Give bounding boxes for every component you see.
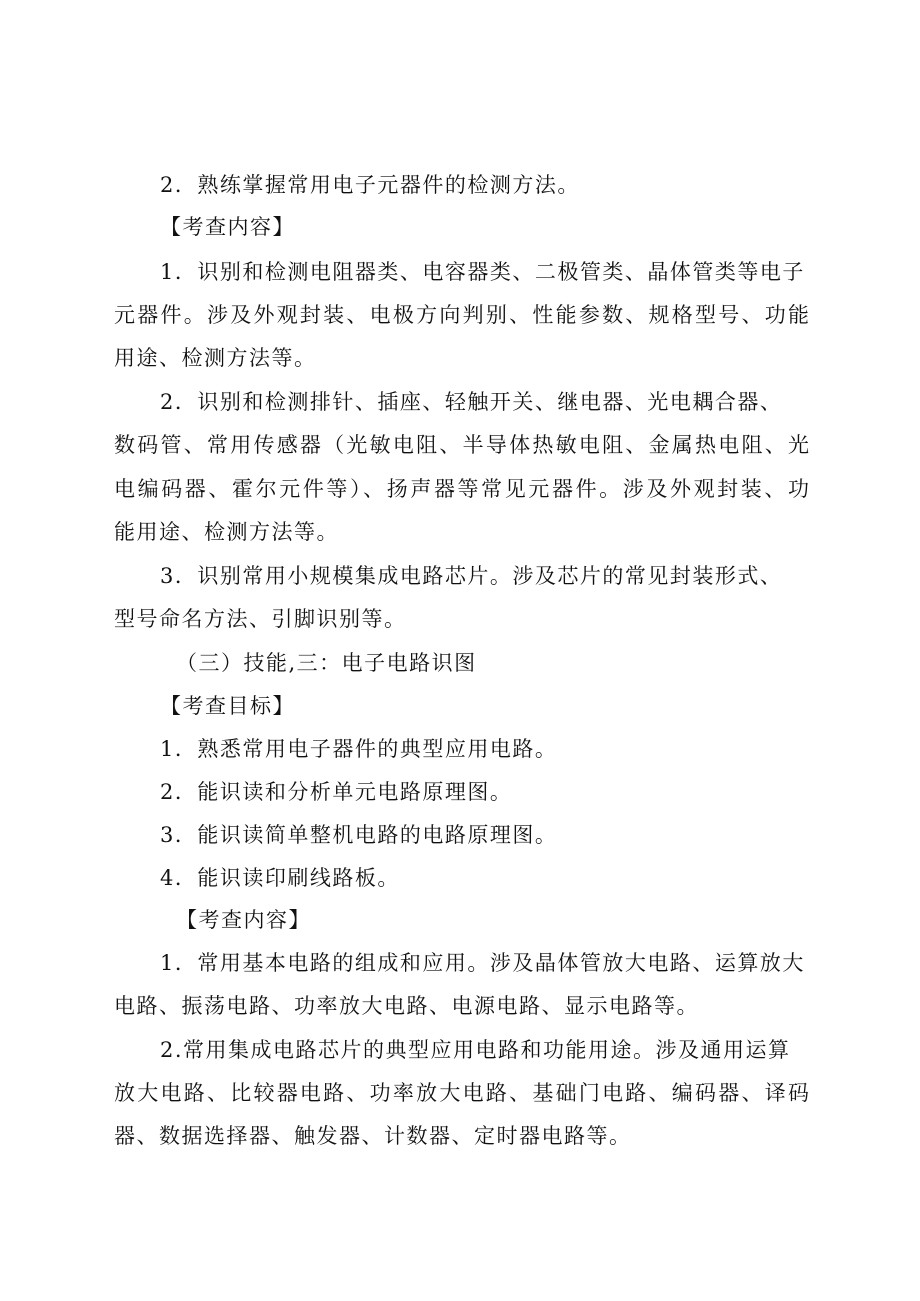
content2-item-1-line-2: 电路、振荡电路、功率放大电路、电源电路、显示电路等。: [114, 994, 699, 1018]
goal-item-4: 4．能识读印刷线路板。: [160, 866, 400, 890]
content-item-1-line-2: 元器件。涉及外观封装、电极方向判别、性能参数、规格型号、功能: [114, 303, 809, 327]
goal-item-1: 1．熟悉常用电子器件的典型应用电路。: [160, 737, 558, 761]
content-item-3-line-2: 型号命名方法、引脚识别等。: [114, 607, 407, 631]
section-heading-content-2: 【考查内容】: [176, 908, 311, 932]
content2-item-2-line-2: 放大电路、比较器电路、功率放大电路、基础门电路、编码器、译码: [114, 1081, 809, 1105]
content-item-2-line-1: 2．识别和检测排针、插座、轻触开关、继电器、光电耦合器、: [160, 390, 783, 414]
content2-item-2-line-3: 器、数据选择器、触发器、计数器、定时器电路等。: [114, 1124, 632, 1148]
content-item-2-line-2: 数码管、常用传感器（光敏电阻、半导体热敏电阻、金属热电阻、光: [114, 433, 809, 457]
content-item-3-line-1: 3．识别常用小规模集成电路芯片。涉及芯片的常见封装形式、: [160, 564, 783, 588]
content-item-2-line-4: 能用途、检测方法等。: [114, 520, 339, 544]
content2-item-1-line-1: 1．常用基本电路的组成和应用。涉及晶体管放大电路、运算放大: [160, 951, 805, 975]
section-heading-goals: 【考查目标】: [160, 694, 295, 718]
content2-item-2-line-1: 2.常用集成电路芯片的典型应用电路和功能用途。涉及通用运算: [160, 1038, 791, 1062]
section-title-skill-3: （三）技能,三：电子电路识图: [176, 651, 477, 675]
goal-item-2b: 2．能识读和分析单元电路原理图。: [160, 780, 513, 804]
content-item-1-line-1: 1．识别和检测电阻器类、电容器类、二极管类、晶体管类等电子: [160, 260, 805, 284]
content-item-2-line-3: 电编码器、霍尔元件等）、扬声器等常见元器件。涉及外观封装、功: [114, 477, 809, 501]
goal-item-3: 3．能识读简单整机电路的电路原理图。: [160, 823, 558, 847]
content-item-1-line-3: 用途、检测方法等。: [114, 346, 317, 370]
goal-item-2: 2．熟练掌握常用电子元器件的检测方法。: [160, 173, 580, 197]
section-heading-content: 【考查内容】: [160, 215, 295, 239]
